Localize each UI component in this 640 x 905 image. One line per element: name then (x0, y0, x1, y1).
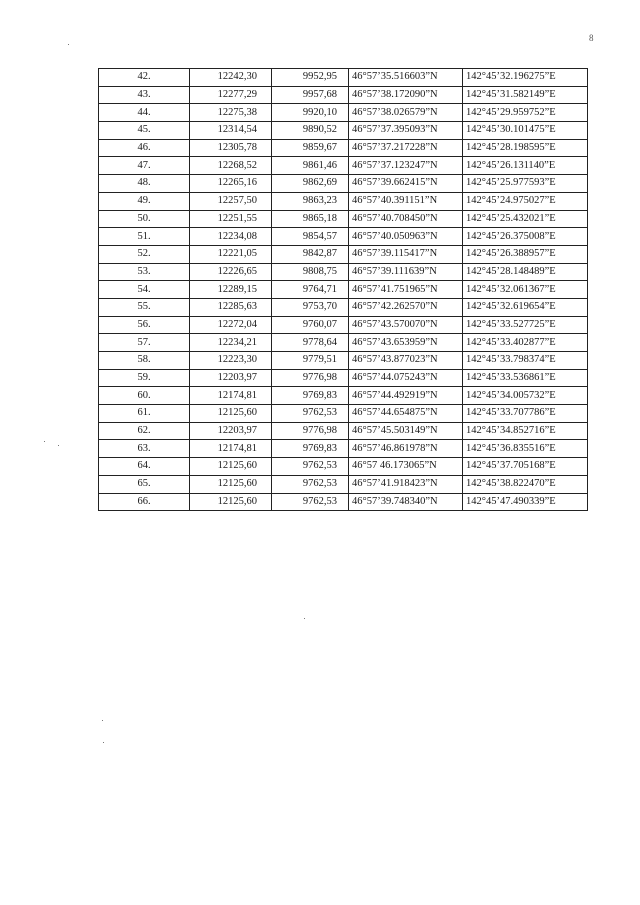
y-coordinate-cell: 9762,53 (272, 458, 349, 476)
x-coordinate-cell: 12265,16 (190, 175, 272, 193)
table-row (99, 316, 588, 334)
y-coordinate-cell: 9778,64 (272, 334, 349, 352)
x-coordinate-cell: 12285,63 (190, 298, 272, 316)
latitude-cell: 46°57’39.111639”N (349, 263, 463, 281)
table-row (99, 352, 588, 370)
longitude-cell: 142°45’33.707786”E (463, 405, 588, 423)
x-coordinate-cell: 12314,54 (190, 122, 272, 140)
table-row (99, 157, 588, 175)
table-row (99, 281, 588, 299)
x-coordinate-cell: 12305,78 (190, 139, 272, 157)
table-row (99, 139, 588, 157)
table-row (99, 69, 588, 87)
longitude-cell: 142°45’24.975027”E (463, 192, 588, 210)
y-coordinate-cell: 9863,23 (272, 192, 349, 210)
x-coordinate-cell: 12223,30 (190, 352, 272, 370)
point-number-cell: 59. (99, 369, 190, 387)
latitude-cell: 46°57’40.708450”N (349, 210, 463, 228)
latitude-cell: 46°57’40.050963”N (349, 228, 463, 246)
latitude-cell: 46°57’39.662415”N (349, 175, 463, 193)
point-number-cell: 63. (99, 440, 190, 458)
x-coordinate-cell: 12125,60 (190, 475, 272, 493)
y-coordinate-cell: 9779,51 (272, 352, 349, 370)
scan-speck (44, 441, 45, 442)
longitude-cell: 142°45’32.061367”E (463, 281, 588, 299)
latitude-cell: 46°57 46.173065”N (349, 458, 463, 476)
table-row (99, 422, 588, 440)
latitude-cell: 46°57’35.516603”N (349, 69, 463, 87)
point-number-cell: 54. (99, 281, 190, 299)
y-coordinate-cell: 9890,52 (272, 122, 349, 140)
longitude-cell: 142°45’25.432021”E (463, 210, 588, 228)
longitude-cell: 142°45’36.835516”E (463, 440, 588, 458)
longitude-cell: 142°45’29.959752”E (463, 104, 588, 122)
point-number-cell: 55. (99, 298, 190, 316)
table-row (99, 405, 588, 423)
longitude-cell: 142°45’26.131140”E (463, 157, 588, 175)
y-coordinate-cell: 9762,53 (272, 475, 349, 493)
table-row (99, 122, 588, 140)
y-coordinate-cell: 9760,07 (272, 316, 349, 334)
page-number: 8 (589, 33, 594, 43)
longitude-cell: 142°45’32.619654”E (463, 298, 588, 316)
point-number-cell: 64. (99, 458, 190, 476)
point-number-cell: 48. (99, 175, 190, 193)
point-number-cell: 65. (99, 475, 190, 493)
longitude-cell: 142°45’26.388957”E (463, 245, 588, 263)
x-coordinate-cell: 12203,97 (190, 369, 272, 387)
latitude-cell: 46°57’44.075243”N (349, 369, 463, 387)
longitude-cell: 142°45’28.148489”E (463, 263, 588, 281)
y-coordinate-cell: 9762,53 (272, 493, 349, 511)
coordinates-table (98, 68, 588, 511)
table-row (99, 387, 588, 405)
point-number-cell: 53. (99, 263, 190, 281)
point-number-cell: 62. (99, 422, 190, 440)
table-row (99, 245, 588, 263)
longitude-cell: 142°45’38.822470”E (463, 475, 588, 493)
y-coordinate-cell: 9769,83 (272, 387, 349, 405)
x-coordinate-cell: 12234,21 (190, 334, 272, 352)
point-number-cell: 51. (99, 228, 190, 246)
latitude-cell: 46°57’41.918423”N (349, 475, 463, 493)
table-row (99, 175, 588, 193)
x-coordinate-cell: 12226,65 (190, 263, 272, 281)
point-number-cell: 60. (99, 387, 190, 405)
y-coordinate-cell: 9859,67 (272, 139, 349, 157)
y-coordinate-cell: 9865,18 (272, 210, 349, 228)
y-coordinate-cell: 9776,98 (272, 369, 349, 387)
x-coordinate-cell: 12221,05 (190, 245, 272, 263)
point-number-cell: 52. (99, 245, 190, 263)
latitude-cell: 46°57’43.877023”N (349, 352, 463, 370)
table-row (99, 263, 588, 281)
y-coordinate-cell: 9769,83 (272, 440, 349, 458)
latitude-cell: 46°57’39.115417”N (349, 245, 463, 263)
y-coordinate-cell: 9753,70 (272, 298, 349, 316)
point-number-cell: 58. (99, 352, 190, 370)
x-coordinate-cell: 12272,04 (190, 316, 272, 334)
x-coordinate-cell: 12125,60 (190, 458, 272, 476)
x-coordinate-cell: 12125,60 (190, 493, 272, 511)
y-coordinate-cell: 9854,57 (272, 228, 349, 246)
scan-speck (58, 445, 59, 446)
x-coordinate-cell: 12174,81 (190, 440, 272, 458)
longitude-cell: 142°45’25.977593”E (463, 175, 588, 193)
table-row (99, 458, 588, 476)
point-number-cell: 44. (99, 104, 190, 122)
longitude-cell: 142°45’33.402877”E (463, 334, 588, 352)
scan-speck (102, 720, 103, 721)
table-row (99, 104, 588, 122)
point-number-cell: 56. (99, 316, 190, 334)
latitude-cell: 46°57’44.492919”N (349, 387, 463, 405)
latitude-cell: 46°57’37.395093”N (349, 122, 463, 140)
latitude-cell: 46°57’38.172090”N (349, 86, 463, 104)
y-coordinate-cell: 9764,71 (272, 281, 349, 299)
x-coordinate-cell: 12125,60 (190, 405, 272, 423)
point-number-cell: 42. (99, 69, 190, 87)
y-coordinate-cell: 9920,10 (272, 104, 349, 122)
latitude-cell: 46°57’46.861978”N (349, 440, 463, 458)
longitude-cell: 142°45’37.705168”E (463, 458, 588, 476)
longitude-cell: 142°45’28.198595”E (463, 139, 588, 157)
table-row (99, 86, 588, 104)
point-number-cell: 50. (99, 210, 190, 228)
x-coordinate-cell: 12289,15 (190, 281, 272, 299)
point-number-cell: 46. (99, 139, 190, 157)
point-number-cell: 45. (99, 122, 190, 140)
table-row (99, 210, 588, 228)
scan-speck (304, 618, 305, 619)
y-coordinate-cell: 9957,68 (272, 86, 349, 104)
point-number-cell: 43. (99, 86, 190, 104)
y-coordinate-cell: 9776,98 (272, 422, 349, 440)
scan-speck (103, 742, 104, 743)
longitude-cell: 142°45’32.196275”E (463, 69, 588, 87)
y-coordinate-cell: 9862,69 (272, 175, 349, 193)
longitude-cell: 142°45’34.005732”E (463, 387, 588, 405)
latitude-cell: 46°57’43.570070”N (349, 316, 463, 334)
x-coordinate-cell: 12277,29 (190, 86, 272, 104)
latitude-cell: 46°57’37.123247”N (349, 157, 463, 175)
table-row (99, 440, 588, 458)
latitude-cell: 46°57’42.262570”N (349, 298, 463, 316)
table-row (99, 493, 588, 511)
latitude-cell: 46°57’38.026579”N (349, 104, 463, 122)
y-coordinate-cell: 9808,75 (272, 263, 349, 281)
table-row (99, 475, 588, 493)
x-coordinate-cell: 12242,30 (190, 69, 272, 87)
coordinates-table-body (99, 69, 588, 511)
x-coordinate-cell: 12257,50 (190, 192, 272, 210)
x-coordinate-cell: 12203,97 (190, 422, 272, 440)
point-number-cell: 57. (99, 334, 190, 352)
latitude-cell: 46°57’41.751965”N (349, 281, 463, 299)
latitude-cell: 46°57’44.654875”N (349, 405, 463, 423)
y-coordinate-cell: 9842,87 (272, 245, 349, 263)
table-row (99, 192, 588, 210)
longitude-cell: 142°45’33.798374”E (463, 352, 588, 370)
point-number-cell: 49. (99, 192, 190, 210)
longitude-cell: 142°45’30.101475”E (463, 122, 588, 140)
table-row (99, 298, 588, 316)
x-coordinate-cell: 12275,38 (190, 104, 272, 122)
y-coordinate-cell: 9952,95 (272, 69, 349, 87)
latitude-cell: 46°57’45.503149”N (349, 422, 463, 440)
point-number-cell: 61. (99, 405, 190, 423)
longitude-cell: 142°45’33.527725”E (463, 316, 588, 334)
latitude-cell: 46°57’40.391151”N (349, 192, 463, 210)
table-row (99, 228, 588, 246)
latitude-cell: 46°57’43.653959”N (349, 334, 463, 352)
x-coordinate-cell: 12268,52 (190, 157, 272, 175)
longitude-cell: 142°45’47.490339”E (463, 493, 588, 511)
table-row (99, 369, 588, 387)
latitude-cell: 46°57’39.748340”N (349, 493, 463, 511)
y-coordinate-cell: 9762,53 (272, 405, 349, 423)
longitude-cell: 142°45’26.375008”E (463, 228, 588, 246)
longitude-cell: 142°45’34.852716”E (463, 422, 588, 440)
x-coordinate-cell: 12234,08 (190, 228, 272, 246)
y-coordinate-cell: 9861,46 (272, 157, 349, 175)
longitude-cell: 142°45’33.536861”E (463, 369, 588, 387)
table-row (99, 334, 588, 352)
scan-speck (68, 44, 69, 45)
point-number-cell: 66. (99, 493, 190, 511)
x-coordinate-cell: 12174,81 (190, 387, 272, 405)
x-coordinate-cell: 12251,55 (190, 210, 272, 228)
longitude-cell: 142°45’31.582149”E (463, 86, 588, 104)
point-number-cell: 47. (99, 157, 190, 175)
latitude-cell: 46°57’37.217228”N (349, 139, 463, 157)
